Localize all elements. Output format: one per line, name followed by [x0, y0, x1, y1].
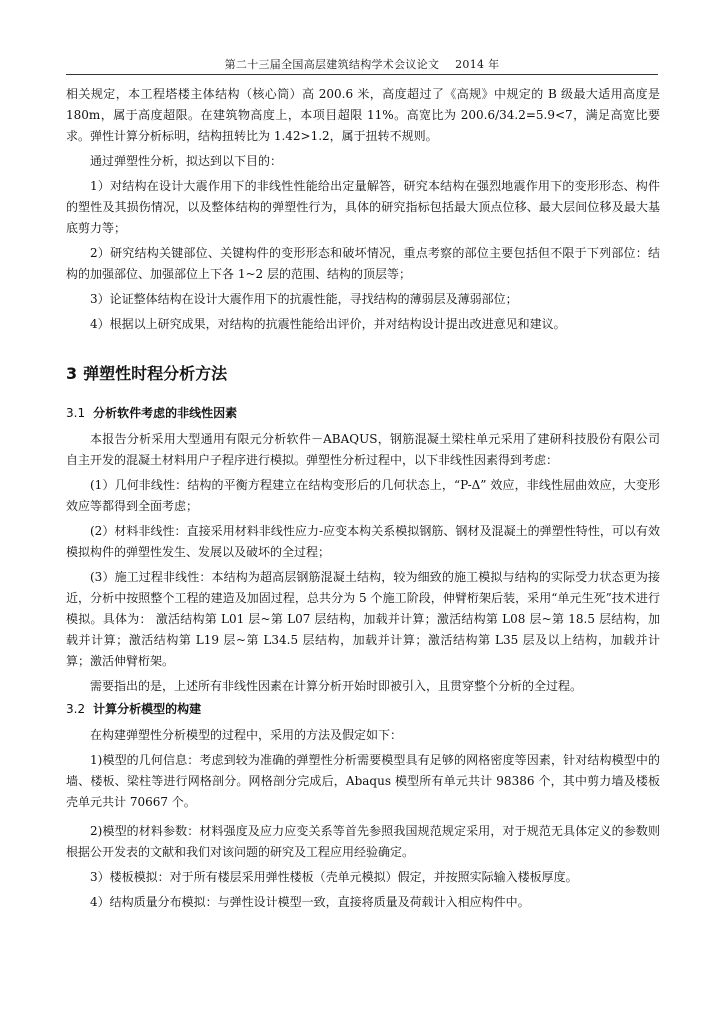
model-item-4: 4）结构质量分布模拟：与弹性设计模型一致，直接将质量及荷载计入相应构件中。: [90, 895, 530, 909]
nonlinearity-item-2: (2）材料非线性：直接采用材料非线性应力-应变本构关系模拟钢筋、钢材及混凝土的弹塑性特性，可以有效模拟构件的弹塑性发生、发展以及破坏的全过程；: [66, 524, 660, 559]
goal-item-2: 2）研究结构关键部位、关键构件的变形形态和破坏情况，重点考察的部位主要包括但不限于下列部位：结构的加强部位、加强部位上下各 1~2 层的范围、结构的顶层等；: [66, 246, 660, 281]
body-content: [66, 84, 660, 913]
section-3-title: 弹塑性时程分析方法: [83, 364, 228, 383]
nonlinearity-item-3: (3）施工过程非线性：本结构为超高层钢筋混凝土结构，较为细致的施工模拟与结构的实际受力状态更为接近，分析中按照整个工程的建造及加固过程，总共分为 5 个施工阶段，伸臂桁架后装，采用“单元生死”技术进行模拟。具体为： 激活结构第 L01 层~第 L07 层结构，加载并计算；激活结构第 L08 层~第 18.5 层结构，加载并计算；激活结构第 L19 层~第 L34.5 层结构，加载并计算；激活结构第 L35 层及以上结构，加载并计算；激活伸臂桁架。: [66, 570, 660, 668]
goal-item-3: 3）论证整体结构在设计大震作用下的抗震性能，寻找结构的薄弱层及薄弱部位；: [90, 292, 518, 306]
section-3-2-number: 3.2: [66, 702, 86, 716]
section-3-1-lead: 本报告分析采用大型通用有限元分析软件－ABAQUS，钢筋混凝土梁柱单元采用了建研科技股份有限公司自主开发的混凝土材料用户子程序进行模拟。弹塑性分析过程中，以下非线性因素得到考虑：: [66, 432, 660, 467]
section-3-heading: [66, 363, 660, 385]
nonlinearity-item-1: (1）几何非线性：结构的平衡方程建立在结构变形后的几何状态上，“P-Δ” 效应，非线性屈曲效应，大变形效应等都得到全面考虑；: [66, 478, 660, 513]
section-3-1-heading: [66, 403, 660, 423]
conference-year: 2014 年: [455, 58, 500, 71]
running-header: [66, 56, 658, 75]
model-item-1: 1)模型的几何信息：考虑到较为准确的弹塑性分析需要模型具有足够的网格密度等因素，针对结构模型中的墙、楼板、梁柱等进行网格剖分。网格剖分完成后，Abaqus 模型所有单元共计 98386 个，其中剪力墙及楼板壳单元共计 70667 个。: [66, 753, 660, 809]
section-3-number: 3: [66, 364, 78, 383]
model-item-3: 3）楼板模拟：对于所有楼层采用弹性楼板（壳单元模拟）假定，并按照实际输入楼板厚度。: [90, 870, 578, 884]
section-3-2-heading: [66, 699, 660, 719]
conference-name: 第二十三届全国高层建筑结构学术会议论文: [224, 58, 440, 71]
model-item-2: 2)模型的材料参数：材料强度及应力应变关系等首先参照我国规范规定采用，对于规范无具体定义的参数则根据公开发表的文献和我们对该问题的研究及工程应用经验确定。: [66, 824, 660, 859]
section-3-1-number: 3.1: [66, 406, 86, 420]
section-3-1-title: 分析软件考虑的非线性因素: [93, 406, 238, 420]
section-3-1-note: 需要指出的是，上述所有非线性因素在计算分析开始时即被引入，且贯穿整个分析的全过程。: [90, 679, 583, 693]
intro-paragraph: 相关规定，本工程塔楼主体结构（核心筒）高 200.6 米，高度超过了《高规》中规定的 B 级最大适用高度是 180m，属于高度超限。在建筑物高度上，本项目超限 11%。高宽比为 200.6/34.2=5.9<7，满足高宽比要求。弹性计算分析标明，结构扭转比为 1.42>1.2，属于扭转不规则。: [66, 87, 660, 143]
section-3-2-title: 计算分析模型的构建: [93, 702, 202, 716]
goal-item-1: 1）对结构在设计大震作用下的非线性性能给出定量解答，研究本结构在强烈地震作用下的变形形态、构件的塑性及其损伤情况，以及整体结构的弹塑性行为，具体的研究指标包括最大顶点位移、最大层间位移及最大基底剪力等；: [66, 179, 660, 235]
section-3-2-lead: 在构建弹塑性分析模型的过程中，采用的方法及假定如下：: [90, 728, 403, 742]
goal-item-4: 4）根据以上研究成果，对结构的抗震性能给出评价，并对结构设计提出改进意见和建议。: [90, 317, 566, 331]
goals-lead: 通过弹塑性分析，拟达到以下目的：: [90, 154, 283, 168]
